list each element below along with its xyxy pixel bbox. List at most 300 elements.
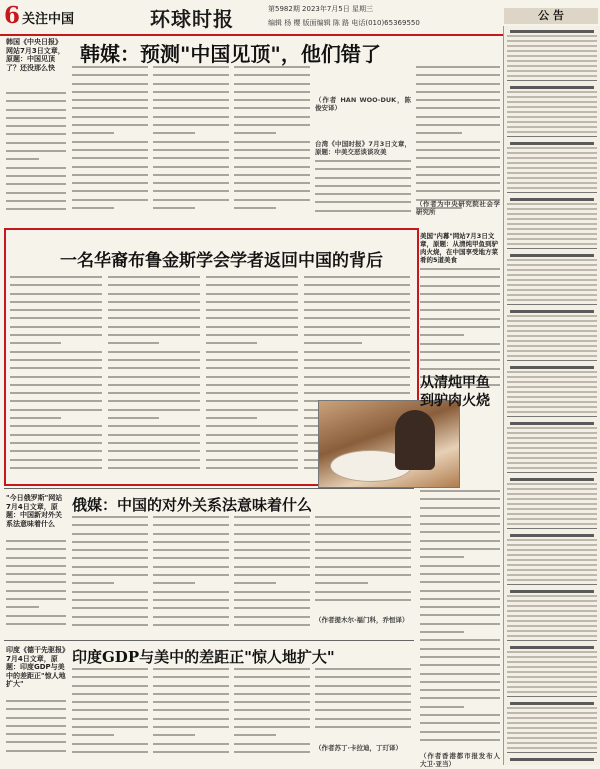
notice-line — [507, 101, 597, 103]
text-line — [153, 676, 229, 678]
text-line — [420, 326, 500, 328]
text-line — [315, 557, 411, 559]
text-line — [72, 751, 148, 753]
text-line — [72, 190, 148, 192]
text-line — [153, 668, 229, 670]
text-line — [10, 384, 102, 386]
text-line — [153, 685, 229, 687]
text-line — [72, 182, 148, 184]
notice-line — [507, 742, 597, 744]
text-line — [234, 726, 310, 728]
text-line — [10, 425, 102, 427]
text-line — [234, 709, 310, 711]
text-line — [206, 342, 257, 344]
article1-subkicker: 台湾《中国时报》7月3日文章，原题：中美交恶谈谈攻美 — [315, 140, 411, 157]
article3-col3 — [153, 516, 229, 634]
text-line — [234, 685, 310, 687]
text-line — [234, 207, 276, 209]
article1-col4 — [234, 66, 310, 222]
notice-line — [507, 243, 597, 245]
notice-line — [507, 691, 597, 693]
text-line — [416, 91, 500, 93]
text-line — [10, 351, 102, 353]
notice-line — [507, 605, 597, 607]
divider — [4, 640, 414, 641]
text-line — [153, 709, 229, 711]
text-line — [315, 676, 411, 678]
text-line — [206, 293, 298, 295]
text-line — [10, 276, 102, 278]
text-line — [416, 157, 500, 159]
article4-headline: 印度GDP与美中的差距正"惊人地扩大" — [72, 648, 335, 666]
text-line — [420, 639, 500, 641]
text-line — [304, 276, 410, 278]
text-line — [6, 175, 66, 177]
page-number: 6 — [4, 2, 21, 29]
notice-line — [507, 579, 597, 581]
text-line — [72, 566, 148, 568]
text-line — [72, 701, 148, 703]
text-line — [6, 109, 66, 111]
text-line — [72, 207, 114, 209]
article4-col5 — [315, 668, 411, 742]
text-line — [206, 309, 298, 311]
text-line — [420, 343, 500, 345]
text-line — [153, 141, 229, 143]
text-line — [10, 334, 102, 336]
notice-line — [507, 467, 597, 469]
notice-line — [507, 274, 597, 276]
text-line — [6, 708, 66, 710]
notice-line — [507, 203, 597, 205]
text-line — [153, 190, 229, 192]
article4-col1 — [6, 700, 66, 762]
text-line — [416, 174, 500, 176]
notice-line — [507, 656, 597, 658]
notice-line — [507, 427, 597, 429]
text-line — [420, 351, 500, 353]
text-line — [416, 182, 500, 184]
text-line — [72, 533, 148, 535]
notice-line — [507, 218, 597, 220]
notice-line — [507, 549, 597, 551]
text-line — [416, 141, 500, 143]
text-line — [234, 549, 310, 551]
text-line — [10, 284, 102, 286]
text-line — [206, 409, 298, 411]
notice-line — [507, 396, 597, 398]
text-line — [420, 523, 500, 525]
notice-line — [510, 310, 594, 313]
text-line — [304, 326, 410, 328]
text-line — [416, 132, 462, 134]
text-line — [6, 125, 66, 127]
text-line — [72, 541, 148, 543]
notice-line — [507, 595, 597, 597]
notice-line — [507, 355, 597, 357]
notice-line — [507, 284, 597, 286]
text-line — [416, 149, 500, 151]
notice-line — [507, 640, 597, 641]
text-line — [206, 301, 298, 303]
text-line — [153, 182, 229, 184]
text-line — [304, 309, 410, 311]
article2-col2 — [108, 276, 200, 476]
text-line — [6, 167, 66, 169]
notice-line — [507, 106, 597, 108]
text-line — [420, 648, 500, 650]
notice-line — [507, 70, 597, 72]
text-line — [10, 400, 102, 402]
text-line — [153, 166, 229, 168]
article4-kicker: 印度《德干先驱报》7月4日文章，原题：印度GDP与美中的差距正"惊人地扩大" — [6, 646, 66, 689]
text-line — [206, 367, 298, 369]
text-line — [315, 524, 411, 526]
notice-line — [507, 518, 597, 520]
text-line — [234, 74, 310, 76]
text-line — [153, 701, 229, 703]
text-line — [420, 573, 500, 575]
notice-line — [510, 30, 594, 33]
text-line — [6, 581, 66, 583]
text-line — [234, 149, 310, 151]
text-line — [420, 540, 500, 542]
text-line — [6, 142, 66, 144]
notice-line — [507, 111, 597, 113]
text-line — [72, 107, 148, 109]
text-line — [153, 107, 229, 109]
text-line — [304, 301, 410, 303]
text-line — [153, 132, 195, 134]
text-line — [234, 599, 310, 601]
article2-headline: 一名华裔布鲁金斯学会学者返回中国的背后 — [60, 251, 383, 271]
text-line — [420, 731, 500, 733]
text-line — [420, 490, 500, 492]
text-line — [108, 400, 200, 402]
article3-col4 — [234, 516, 310, 634]
text-line — [234, 751, 310, 753]
notice-line — [507, 666, 597, 668]
notice-line — [507, 182, 597, 184]
notice-line — [507, 192, 597, 193]
text-line — [153, 66, 229, 68]
text-line — [153, 541, 229, 543]
text-line — [420, 739, 500, 741]
notice-line — [507, 401, 597, 403]
text-line — [206, 467, 298, 469]
notice-line — [507, 651, 597, 653]
text-line — [108, 392, 200, 394]
text-line — [6, 150, 66, 152]
text-line — [72, 524, 148, 526]
text-line — [304, 317, 410, 319]
text-line — [72, 166, 148, 168]
notice-line — [510, 422, 594, 425]
text-line — [153, 524, 229, 526]
text-line — [206, 425, 298, 427]
text-line — [72, 199, 148, 201]
notice-line — [510, 646, 594, 649]
text-line — [153, 574, 229, 576]
text-line — [6, 565, 66, 567]
notice-line — [507, 131, 597, 133]
notice-line — [507, 416, 597, 417]
text-line — [153, 74, 229, 76]
text-line — [153, 557, 229, 559]
text-line — [206, 459, 298, 461]
text-line — [416, 116, 500, 118]
article4-byline: （作者苏丁·卡拉迪，丁玎译） — [315, 744, 402, 752]
notice-line — [507, 554, 597, 556]
text-line — [10, 450, 102, 452]
notice-line — [507, 315, 597, 317]
text-line — [153, 582, 195, 584]
text-line — [6, 540, 66, 542]
text-line — [72, 616, 148, 618]
text-line — [6, 606, 39, 608]
article1-col1 — [6, 92, 66, 222]
notice-line — [510, 366, 594, 369]
text-line — [72, 693, 148, 695]
notice-line — [507, 177, 597, 179]
person-silhouette — [395, 410, 435, 470]
text-line — [420, 614, 500, 616]
text-line — [72, 607, 148, 609]
text-line — [6, 623, 66, 625]
text-line — [10, 317, 102, 319]
notice-line — [507, 493, 597, 495]
text-line — [10, 417, 61, 419]
text-line — [10, 359, 102, 361]
text-line — [315, 668, 411, 670]
text-line — [234, 182, 310, 184]
text-line — [234, 624, 310, 626]
article2-side-text-2 — [420, 490, 500, 752]
text-line — [234, 91, 310, 93]
text-line — [416, 99, 500, 101]
notice-line — [507, 233, 597, 235]
notice-line — [507, 544, 597, 546]
text-line — [72, 557, 148, 559]
text-line — [6, 590, 66, 592]
text-line — [416, 166, 500, 168]
notice-line — [510, 534, 594, 537]
notice-line — [507, 574, 597, 576]
text-line — [6, 700, 66, 702]
text-line — [304, 376, 410, 378]
text-line — [10, 459, 102, 461]
notice-line — [507, 615, 597, 617]
text-line — [315, 541, 411, 543]
text-line — [72, 591, 148, 593]
text-line — [108, 334, 200, 336]
text-line — [72, 124, 148, 126]
notice-line — [507, 335, 597, 337]
notice-line — [507, 503, 597, 505]
text-line — [72, 676, 148, 678]
text-line — [234, 591, 310, 593]
text-line — [153, 91, 229, 93]
text-line — [234, 718, 310, 720]
article1-col2 — [72, 66, 148, 222]
text-line — [6, 725, 66, 727]
text-line — [416, 74, 500, 76]
notice-line — [507, 707, 597, 709]
text-line — [234, 107, 310, 109]
notice-line — [507, 116, 597, 118]
text-line — [420, 706, 464, 708]
notice-line — [507, 508, 597, 510]
notice-line — [507, 376, 597, 378]
notice-line — [507, 671, 597, 673]
text-line — [234, 157, 310, 159]
text-line — [420, 606, 500, 608]
notice-line — [507, 686, 597, 688]
text-line — [153, 124, 229, 126]
text-line — [234, 541, 310, 543]
text-line — [6, 548, 66, 550]
notice-line — [510, 142, 594, 145]
text-line — [153, 149, 229, 151]
notice-line — [507, 747, 597, 749]
notice-line — [507, 610, 597, 612]
text-line — [6, 741, 66, 743]
notice-line — [507, 75, 597, 77]
text-line — [153, 591, 229, 593]
article4-col3 — [153, 668, 229, 762]
notice-line — [507, 126, 597, 128]
notice-line — [507, 345, 597, 347]
notice-line — [510, 86, 594, 89]
text-line — [6, 717, 66, 719]
text-line — [234, 199, 310, 201]
notice-line — [507, 432, 597, 434]
notice-line — [510, 702, 594, 705]
text-line — [206, 284, 298, 286]
text-line — [420, 507, 500, 509]
text-line — [153, 116, 229, 118]
text-line — [416, 124, 500, 126]
text-line — [10, 342, 61, 344]
notice-line — [507, 391, 597, 393]
text-line — [315, 160, 411, 162]
text-line — [234, 574, 310, 576]
text-line — [153, 616, 229, 618]
text-line — [72, 174, 148, 176]
notice-line — [507, 269, 597, 271]
text-line — [72, 709, 148, 711]
text-line — [72, 141, 148, 143]
text-line — [108, 293, 200, 295]
text-line — [153, 751, 229, 753]
notice-line — [507, 325, 597, 327]
text-line — [108, 351, 200, 353]
text-line — [72, 599, 148, 601]
notice-line — [507, 330, 597, 332]
notice-line — [507, 360, 597, 361]
notice-line — [507, 340, 597, 342]
text-line — [304, 342, 362, 344]
text-line — [6, 200, 66, 202]
text-line — [234, 676, 310, 678]
text-line — [315, 533, 411, 535]
text-line — [234, 557, 310, 559]
notice-line — [507, 732, 597, 734]
text-line — [72, 116, 148, 118]
text-line — [234, 83, 310, 85]
notice-line — [510, 590, 594, 593]
text-line — [234, 607, 310, 609]
notice-line — [507, 625, 597, 627]
text-line — [234, 66, 310, 68]
article3-headline: 俄媒：中国的对外关系法意味着什么 — [72, 496, 313, 514]
article1-byline: （作者 HAN WOO-DUK，陈俊安译） — [315, 96, 411, 113]
text-line — [108, 467, 200, 469]
text-line — [108, 409, 200, 411]
notice-line — [507, 569, 597, 571]
text-line — [72, 516, 148, 518]
text-line — [153, 207, 195, 209]
text-line — [153, 624, 229, 626]
notice-line — [510, 254, 594, 257]
text-line — [153, 199, 229, 201]
notice-line — [507, 411, 597, 413]
text-line — [315, 726, 411, 728]
notice-line — [507, 304, 597, 305]
notice-line — [507, 437, 597, 439]
text-line — [10, 434, 102, 436]
notice-line — [507, 35, 597, 37]
text-line — [420, 498, 500, 500]
text-line — [234, 734, 276, 736]
text-line — [153, 734, 195, 736]
text-line — [416, 83, 500, 85]
text-line — [206, 442, 298, 444]
notice-line — [507, 620, 597, 622]
article3-col5 — [315, 516, 411, 614]
text-line — [420, 359, 500, 361]
notice-line — [507, 539, 597, 541]
text-line — [420, 598, 500, 600]
text-line — [315, 709, 411, 711]
notice-line — [507, 559, 597, 561]
text-line — [6, 92, 66, 94]
notice-heading: 公 告 — [504, 8, 598, 24]
text-line — [420, 673, 500, 675]
text-line — [72, 549, 148, 551]
text-line — [420, 656, 500, 658]
text-line — [420, 581, 500, 583]
notice-line — [507, 213, 597, 215]
text-line — [153, 174, 229, 176]
text-line — [234, 616, 310, 618]
notice-line — [507, 208, 597, 210]
text-line — [234, 743, 310, 745]
text-line — [420, 268, 500, 270]
text-line — [6, 750, 66, 752]
notice-line — [507, 259, 597, 261]
text-line — [304, 359, 410, 361]
text-line — [420, 276, 500, 278]
text-line — [108, 309, 200, 311]
text-line — [206, 359, 298, 361]
article1-closing: （作者为中央研究院社会学研究所 — [416, 200, 500, 217]
notice-line — [507, 40, 597, 42]
text-line — [234, 141, 310, 143]
text-line — [420, 548, 500, 550]
text-line — [304, 334, 410, 336]
text-line — [206, 276, 298, 278]
